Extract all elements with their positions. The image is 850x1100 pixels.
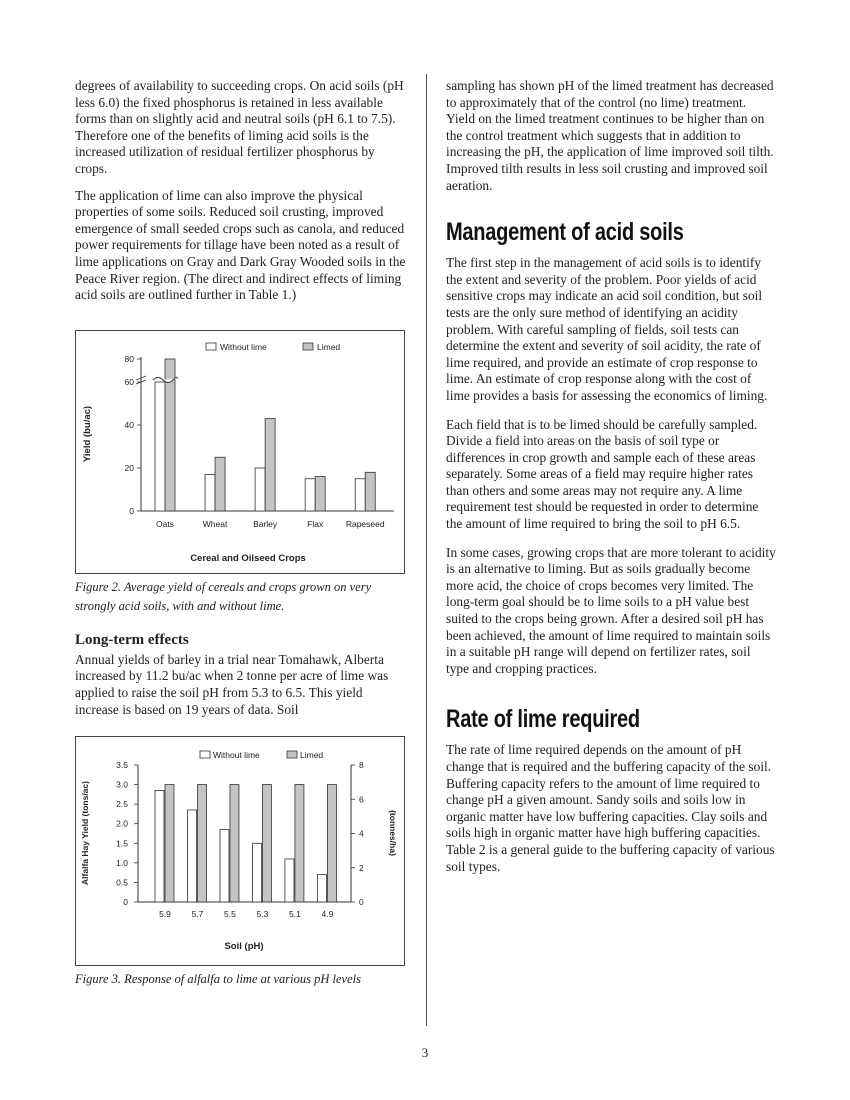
y-tick-label: 80 xyxy=(124,353,134,364)
legend-swatch-limed xyxy=(287,751,297,758)
y-tick-label: 3.0 xyxy=(116,779,128,790)
bar-ph-5-7-limed xyxy=(197,785,206,902)
legend-label-limed: Limed xyxy=(300,750,324,761)
y-axis-label: Alfalfa Hay Yield (tons/ac) xyxy=(80,781,90,886)
x-tick-label: 5.9 xyxy=(159,909,171,920)
y-tick-label: 2.0 xyxy=(116,818,128,829)
bar-ph-5-5-without-lime xyxy=(220,830,229,902)
bar-flax-limed xyxy=(315,476,325,510)
y2-tick-label: 8 xyxy=(359,760,364,771)
bar-barley-limed xyxy=(265,418,275,510)
y-tick-label: 60 xyxy=(124,376,134,387)
legend-label-without-lime: Without lime xyxy=(220,341,267,352)
y-tick-label: 3.5 xyxy=(116,760,128,771)
bar-barley-without-lime xyxy=(255,468,265,511)
paragraph: In some cases, growing crops that are more tolerant to acidity is an alternative to liming. But as soils gradually become more acid, the choice of crops becomes very limited. The long-term goal should be to lime soils to a pH value best suited to the crops being grown. After a desired soil pH has been achieved, the amount of lime required to maintain soils in a suitable pH range will depend on fertilizer rates, soil type and cropping practices. xyxy=(446,544,776,676)
bar-rapeseed-without-lime xyxy=(355,478,365,510)
x-tick-label: Barley xyxy=(253,518,278,529)
figure-2-chart xyxy=(76,331,404,573)
legend-swatch-limed xyxy=(303,343,313,350)
bar-wheat-without-lime xyxy=(205,474,215,511)
legend-label-limed: Limed xyxy=(317,341,341,352)
management-heading: Management of acid soils xyxy=(446,218,684,247)
x-tick-label: 5.5 xyxy=(224,909,236,920)
y-tick-label: 0 xyxy=(129,505,134,516)
x-axis-label: Cereal and Oilseed Crops xyxy=(190,552,306,564)
bar-wheat-limed xyxy=(215,457,225,511)
figure-2 xyxy=(75,330,405,574)
y-tick-label: 1.5 xyxy=(116,838,128,849)
bar-rapeseed-limed xyxy=(365,472,375,511)
y-axis-label: Yield (bu/ac) xyxy=(82,405,93,462)
bar-ph-5-1-without-lime xyxy=(285,859,294,902)
y-tick-label: 20 xyxy=(124,462,134,473)
y-tick-label: 1.0 xyxy=(116,857,128,868)
paragraph: Annual yields of barley in a trial near Tomahawk, Alberta increased by 11.2 bu/ac when 2 tonne per acre of lime was applied to raise the soil pH from 5.3 to 6.5. This yield increase is based on 19 years of data. Soil xyxy=(75,651,389,717)
y2-tick-label: 0 xyxy=(359,897,364,908)
paragraph: degrees of availability to succeeding crops. On acid soils (pH less 6.0) the fixed phosphorus is retained in less available forms than on slightly acid and neutral soils (pH 6.1 to 7.5). Therefore one of the benefits of liming acid soils is the increased utilization of residual fertilizer phosphorus by crops. xyxy=(75,78,404,176)
long-term-effects-heading: Long-term effects xyxy=(75,631,189,648)
legend-swatch-without-lime xyxy=(206,343,216,350)
figure-3-chart xyxy=(76,737,404,965)
y-tick-label: 40 xyxy=(124,419,134,430)
x-tick-label: Flax xyxy=(307,518,324,529)
y2-tick-label: 6 xyxy=(359,794,364,805)
left-column xyxy=(75,78,407,989)
column-divider xyxy=(426,74,427,1026)
y2-tick-label: 4 xyxy=(359,828,364,839)
bar-ph-5-9-without-lime xyxy=(155,791,164,903)
right-column xyxy=(446,78,776,887)
y-tick-label: 2.5 xyxy=(116,799,128,810)
x-axis-label: Soil (pH) xyxy=(224,941,264,953)
paragraph: Each field that is to be limed should be carefully sampled. Divide a field into areas on the basis of soil type or differences in crop growth and sample each of these areas separately. Some areas of a field may require higher rates than others and some areas may not require any. A lime requirement test should be requested in order to determine the amount of lime required to bring the soil to pH 6.5. xyxy=(446,416,759,532)
figure-3 xyxy=(75,736,405,966)
paragraph: sampling has shown pH of the limed treatment has decreased to approximately that of the control (no lime) treatment. Yield on the limed treatment continues to be higher than on the control treatment which suggests that in addition to increasing the pH, the application of lime improved soil tilth. Improved tilth results in less soil crusting and improved soil aeration. xyxy=(446,78,774,193)
bar-flax-without-lime xyxy=(305,478,315,510)
x-tick-label: 4.9 xyxy=(321,909,334,920)
bar-ph-4-9-without-lime xyxy=(317,875,326,902)
bar-ph-5-3-without-lime xyxy=(252,843,261,902)
bar-ph-5-9-limed xyxy=(165,785,174,902)
x-tick-label: 5.1 xyxy=(289,909,301,920)
bar-ph-5-5-limed xyxy=(230,785,239,902)
x-tick-label: Rapeseed xyxy=(345,518,385,529)
x-tick-label: 5.7 xyxy=(191,909,204,920)
legend-label-without-lime: Without lime xyxy=(213,750,260,761)
figure-2-caption: Figure 2. Average yield of cereals and crops grown on very strongly acid soils, with and without lime. xyxy=(75,579,372,613)
bar-oats-without-lime xyxy=(155,382,165,511)
bar-ph-5-1-limed xyxy=(295,785,304,902)
y2-axis-label: (tonnes/ha) xyxy=(388,810,398,856)
page-number: 3 xyxy=(421,1045,429,1060)
bar-ph-4-9-limed xyxy=(327,785,336,902)
paragraph: The application of lime can also improve the physical properties of some soils. Reduced soil crusting, improved emergence of small seeded crops such as canola, and reduced power requirements for tillage have been noted as a result of lime applications on Gray and Dark Gray Wooded soils in the Peace River region. (The direct and indirect effects of liming acid soils are outlined further in Table 1.) xyxy=(75,187,406,303)
x-tick-label: Oats xyxy=(156,518,174,529)
x-tick-label: 5.3 xyxy=(256,909,269,920)
bar-ph-5-7-without-lime xyxy=(187,810,196,902)
x-tick-label: Wheat xyxy=(202,518,228,529)
paragraph: The first step in the management of acid soils is to identify the extent and severity of the problem. Poor yields of acid sensitive crops may indicate an acid soil condition, but soil tests are the only sure method of identifying an acidity problem. With careful sampling of fields, soil tests can determine the extent and severity of soil acidity, the rate of lime required, and provide an estimate of crop response to lime. An estimate of crop response along with the cost of lime provides a basis for assessing the economics of liming. xyxy=(446,255,768,403)
figure-3-caption: Figure 3. Response of alfalfa to lime at various pH levels xyxy=(75,972,361,987)
bar-ph-5-3-limed xyxy=(262,785,271,902)
paragraph: The rate of lime required depends on the amount of pH change that is required and the buffering capacity of the soil. Buffering capacity refers to the amount of lime required to change pH a given amount. Sandy soils and soils low in organic matter have low buffering capacities. Clay soils and soils high in organic matter have high buffering capacities. Table 2 is a general guide to the buffering capacity of various soil types. xyxy=(446,742,775,874)
legend-swatch-without-lime xyxy=(200,751,210,758)
rate-heading: Rate of lime required xyxy=(446,705,640,734)
y-tick-label: 0.5 xyxy=(116,877,128,888)
y2-tick-label: 2 xyxy=(359,862,364,873)
y-tick-label: 0 xyxy=(123,897,128,908)
